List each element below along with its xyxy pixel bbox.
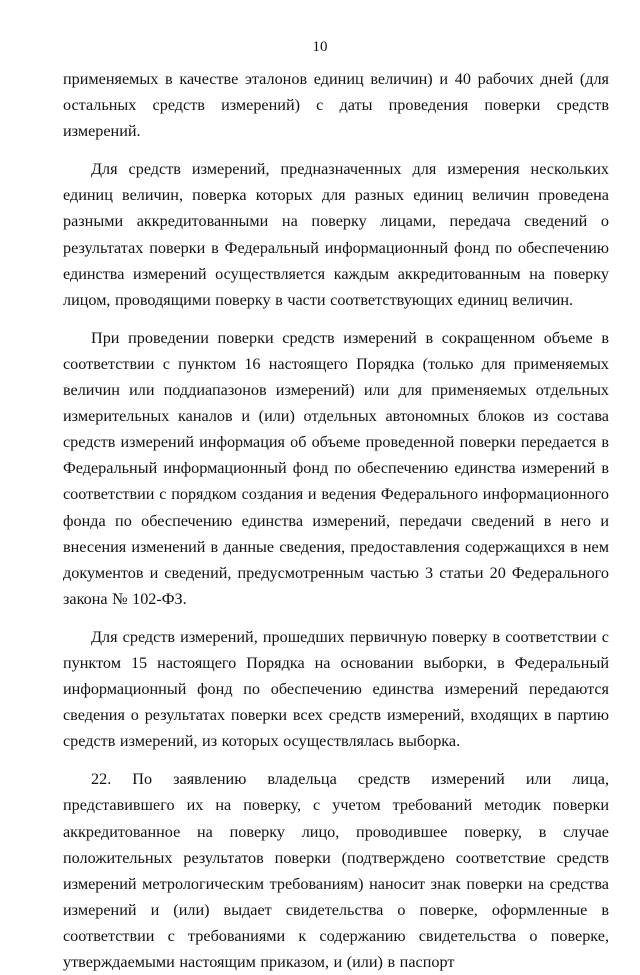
paragraph: При проведении поверки средств измерений в сокращенном объеме в соответствии с пунктом 16 настоящего Порядка (только для применяемых величин или поддиапазонов измерений) или для применяемых отдельных измерительных каналов и (или) отдельных автономных блоков из состава средств измерений информация об объеме проведенной поверки передается в Федеральный информационный фонд по обеспечению единства измерений в соответствии с порядком создания и ведения Федерального информационного фонда по обеспечению единства измерений, передачи сведений в него и внесения изменений в данные сведения, предоставления содержащихся в нем документов и сведений, предусмотренным частью 3 статьи 20 Федерального закона № 102-ФЗ. [63,328,609,608]
paragraph: Для средств измерений, предназначенных для измерения нескольких единиц величин, поверка которых для разных единиц величин проведена разными аккредитованными на поверку лицами, передача сведений о результатах поверки в Федеральный информационный фонд по обеспечению единства измерений осуществляется каждым аккредитованным на поверку лицом, проводящими поверку в части соответствующих единиц величин. [63,160,609,309]
paragraph-item-22: 22. По заявлению владельца средств измерений или лица, представившего их на поверку, с учетом требований методик поверки аккредитованное на поверку лицо, проводившее поверку, в случае положительных результатов поверки (подтверждено соответствие средств измерений метрологическим требованиям) наносит знак поверки на средства измерений и (или) выдает свидетельства о поверке, оформленные в соответствии с требованиями к содержанию свидетельства о поверке, утверждаемыми настоящим приказом, и (или) в паспорт [63,770,609,971]
paragraph-continuation: применяемых в качестве эталонов единиц величин) и 40 рабочих дней (для остальных средств измерений) с даты проведения поверки средств измерений. [63,70,609,141]
paragraph: Для средств измерений, прошедших первичную поверку в соответствии с пунктом 15 настоящего Порядка на основании выборки, в Федеральный информационный фонд по обеспечению единства измерений передаются сведения о результатах поверки всех средств измерений, входящих в партию средств измерений, из которых осуществлялась выборка. [63,627,609,751]
document-body [63,66,609,975]
page-number: 10 [312,39,328,55]
